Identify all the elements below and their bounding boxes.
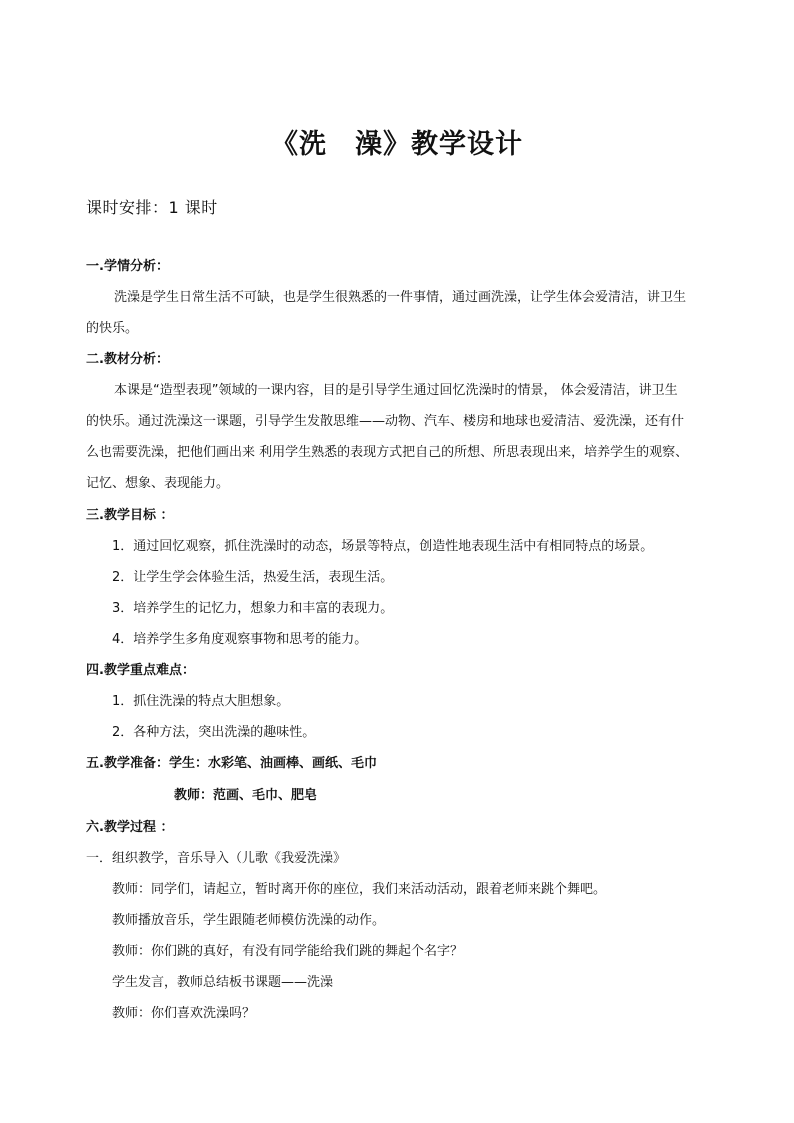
section-3-heading: 三.教学目标 ：: [86, 508, 174, 523]
paragraph-line: 洗澡是学生日常生活不可缺，也是学生很熟悉的一件事情，通过画洗澡，让学生体会爱清洁，讲卫生: [114, 290, 687, 305]
paragraph-line: 教师：你们跳的真好，有没有同学能给我们跳的舞起个名字？: [112, 944, 464, 959]
section-4-heading: 四.教学重点难点：: [86, 663, 195, 678]
section-5-heading: 五.教学准备：学生：水彩笔、油画棒、画纸、毛巾: [86, 756, 377, 771]
paragraph-line: 教师：同学们，请起立，暂时离开你的座位，我们来活动活动，跟着老师来跳个舞吧。: [112, 882, 607, 897]
list-item: 2．让学生学会体验生活，热爱生活，表现生活。: [112, 570, 394, 585]
section-1-heading: 一.学情分析：: [86, 259, 169, 274]
document-title: 《洗 澡》教学设计: [271, 129, 523, 160]
teacher-materials: 教师：范画、毛巾、肥皂: [174, 788, 318, 803]
paragraph-line: 教师：你们喜欢洗澡吗？: [112, 1006, 256, 1021]
paragraph-line: 本课是“造型表现”领域的一课内容，目的是引导学生通过回忆洗澡时的情景， 体会爱清洁，讲卫生: [114, 383, 678, 398]
paragraph-line: 教师播放音乐，学生跟随老师模仿洗澡的动作。: [112, 913, 386, 928]
list-item: 1．抓住洗澡的特点大胆想象。: [112, 694, 290, 709]
paragraph-line: 记忆、想象、表现能力。: [86, 476, 230, 491]
section-6-heading: 六.教学过程 ：: [86, 820, 174, 835]
list-item: 3．培养学生的记忆力，想象力和丰富的表现力。: [112, 601, 394, 616]
section-2-heading: 二.教材分析：: [86, 352, 169, 367]
list-item: 1．通过回忆观察，抓住洗澡时的动态，场景等特点，创造性地表现生活中有相同特点的场景。: [112, 539, 654, 554]
paragraph-line: 学生发言，教师总结板书课题——洗澡: [112, 975, 334, 990]
paragraph-line: 么也需要洗澡，把他们画出来 利用学生熟悉的表现方式把自己的所想、所思表现出来，培养学生的观察、: [86, 445, 689, 460]
list-item: 2．各种方法，突出洗澡的趣味性。: [112, 725, 316, 740]
list-item: 4．培养学生多角度观察事物和思考的能力。: [112, 632, 368, 647]
paragraph-line: 的快乐。通过洗澡这一课题，引导学生发散思维——动物、汽车、楼房和地球也爱清洁、爱洗澡，还有什: [86, 414, 685, 429]
class-schedule: 课时安排：1 课时: [86, 198, 218, 217]
step-heading: 一．组织教学，音乐导入（儿歌《我爱洗澡》: [86, 851, 347, 866]
paragraph-line: 的快乐。: [86, 321, 139, 336]
